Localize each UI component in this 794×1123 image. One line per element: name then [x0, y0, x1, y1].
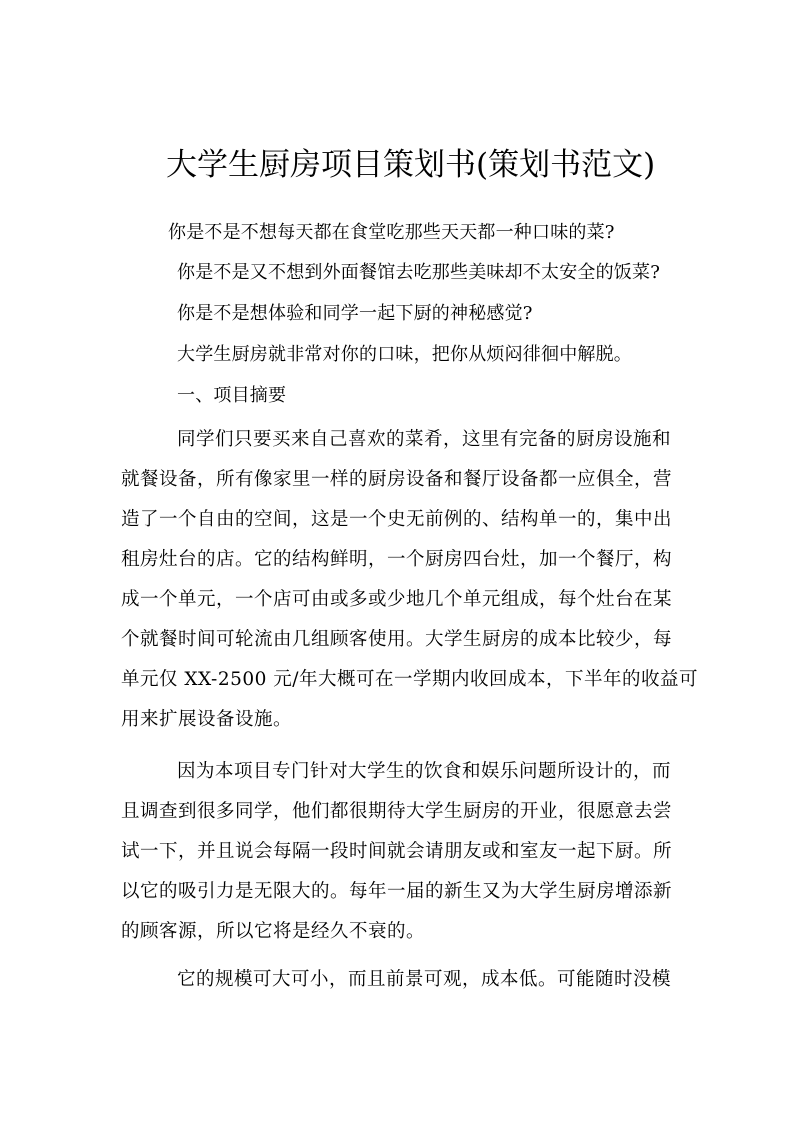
paragraph-line: 个就餐时间可轮流由几组顾客使用。大学生厨房的成本比较少，每 [121, 629, 673, 650]
paragraph-line: 它的规模可大可小，而且前景可观，成本低。可能随时没模 [177, 969, 672, 990]
intro-line: 你是不是不想每天都在食堂吃那些天天都一种口味的菜? [168, 222, 615, 243]
paragraph-line: 且调查到很多同学，他们都很期待大学生厨房的开业，很愿意去尝 [121, 801, 673, 822]
paragraph-line: 以它的吸引力是无限大的。每年一届的新生又为大学生厨房增添新 [121, 881, 673, 902]
paragraph-line: 的顾客源，所以它将是经久不衰的。 [121, 921, 426, 942]
document-title: 大学生厨房项目策划书(策划书范文) [166, 147, 656, 183]
paragraph-line: 成一个单元，一个店可由或多或少地几个单元组成，每个灶台在某 [121, 589, 673, 610]
intro-line: 你是不是又不想到外面餐馆去吃那些美味却不太安全的饭菜? [177, 262, 661, 283]
paragraph-line: 同学们只要买来自己喜欢的菜肴，这里有完备的厨房设施和 [177, 429, 672, 450]
paragraph-line: 因为本项目专门针对大学生的饮食和娱乐问题所设计的，而 [177, 761, 672, 782]
intro-line: 你是不是想体验和同学一起下厨的神秘感觉? [177, 303, 533, 324]
paragraph-line: 就餐设备，所有像家里一样的厨房设备和餐厅设备都一应俱全，营 [121, 469, 673, 490]
section-heading: 一、项目摘要 [177, 385, 287, 406]
paragraph-line: 用来扩展设备设施。 [121, 709, 293, 730]
paragraph-line: 试一下，并且说会每隔一段时间就会请朋友或和室友一起下厨。所 [121, 841, 673, 862]
paragraph-line: 造了一个自由的空间，这是一个史无前例的、结构单一的，集中出 [121, 509, 673, 530]
intro-line: 大学生厨房就非常对你的口味，把你从烦闷徘徊中解脱。 [177, 344, 632, 365]
paragraph-line: 单元仅 XX-2500 元/年大概可在一学期内收回成本，下半年的收益可 [121, 669, 699, 690]
paragraph-line: 租房灶台的店。它的结构鲜明，一个厨房四台灶，加一个餐厅，构 [121, 549, 673, 570]
